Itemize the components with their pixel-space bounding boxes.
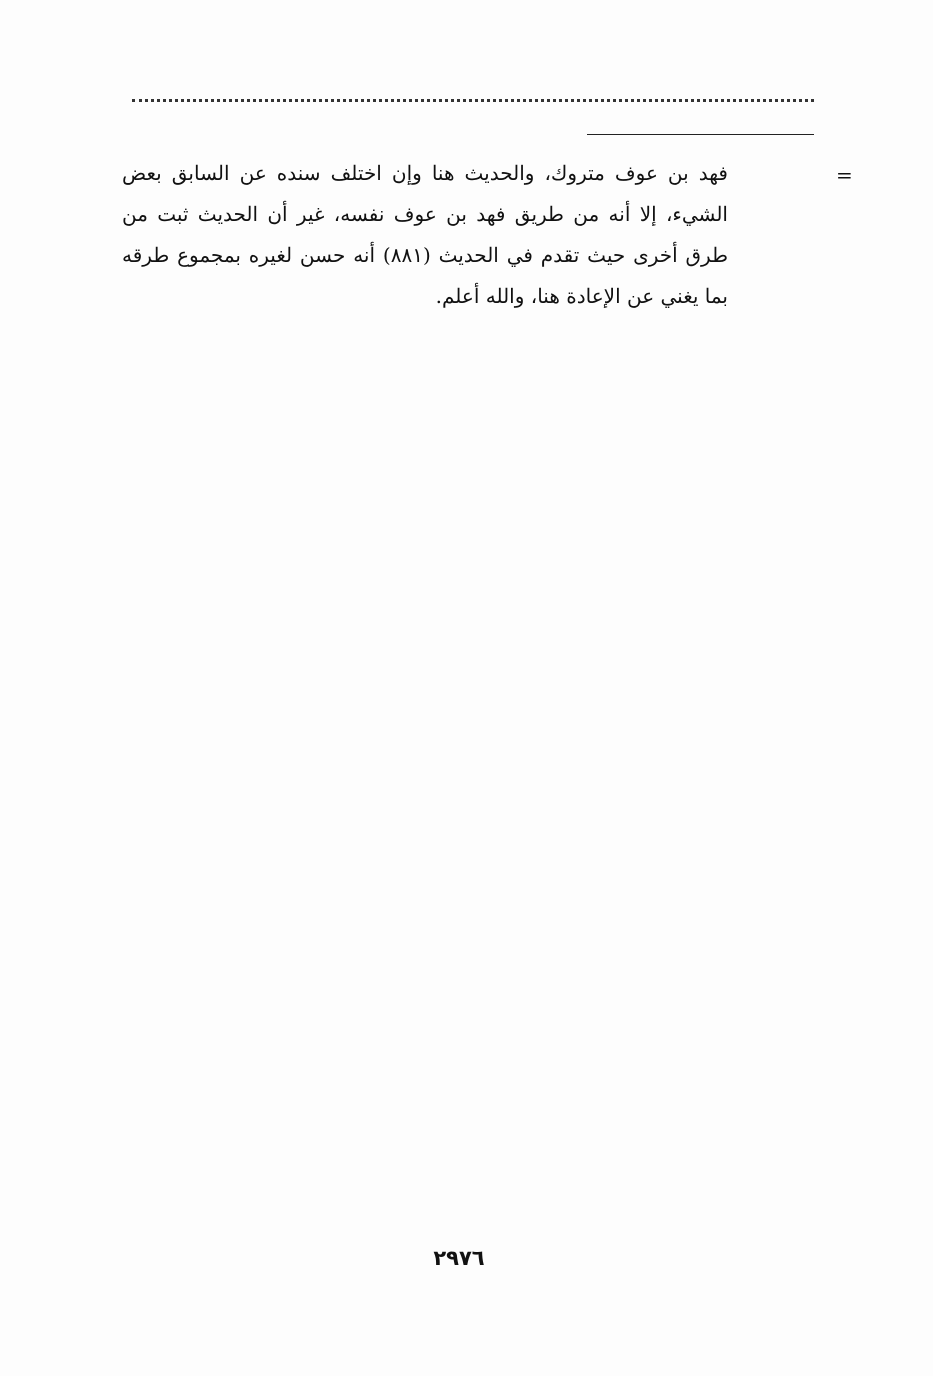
footnote-separator-rule xyxy=(587,134,814,135)
continuation-mark: = xyxy=(836,163,853,187)
page-number: ٢٩٧٦ xyxy=(433,1246,485,1270)
header-dotted-rule xyxy=(132,99,814,102)
footnote-text: فهد بن عوف متروك، والحديث هنا وإن اختلف سنده عن السابق بعض الشيء، إلا أنه من طريق فهد بن عوف نفسه، غير أن الحديث ثبت من طرق أخرى حيث تقدم في الحديث (٨٨١) أنه حسن لغيره بمجموع طرقه بما يغني عن الإعادة هنا، والله أعلم. xyxy=(122,161,728,308)
